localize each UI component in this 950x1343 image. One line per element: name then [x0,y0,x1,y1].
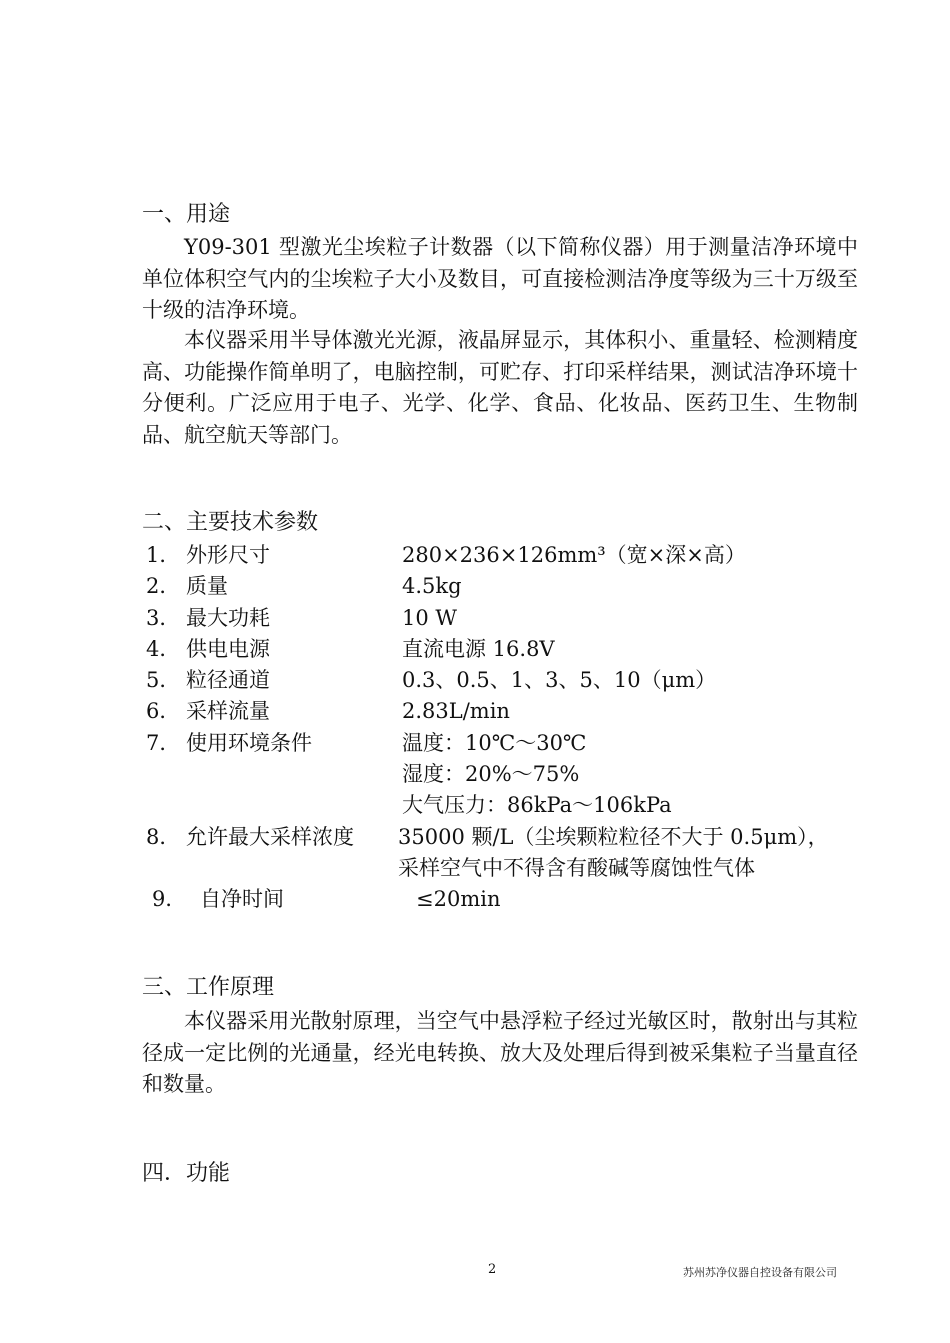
spec-label: 质量 [186,574,228,599]
footer-company: 苏州苏净仪器自控设备有限公司 [683,1266,837,1279]
spec-number: 6． [146,699,181,724]
spec-value: 0.3、0.5、1、3、5、10（μm） [402,668,717,693]
spec-label: 外形尺寸 [186,543,270,567]
spec-row [142,790,858,821]
spec-list [142,540,858,916]
spec-row [142,822,858,853]
page-number: 2 [488,1262,497,1277]
section-heading-functions: 四．功能 [142,1161,231,1186]
spec-row [142,603,858,634]
spec-value: 35000 颗/L（尘埃颗粒粒径不大于 0.5μm）， [398,824,829,849]
spec-value: 280×236×126mm³（宽×深×高） [402,543,746,567]
spec-row [142,759,858,790]
spec-value: ≤20min [416,887,501,912]
spec-value: 大气压力：86kPa～106kPa [402,793,672,818]
spec-row [142,665,858,696]
spec-number: 9． [152,887,187,912]
spec-value: 4.5kg [402,574,462,599]
spec-number: 7． [146,730,181,755]
spec-value: 采样空气中不得含有酸碱等腐蚀性气体 [398,855,755,880]
spec-value: 直流电源 16.8V [402,636,555,661]
spec-row [142,571,858,602]
spec-label: 最大功耗 [186,605,270,630]
spec-label: 供电电源 [186,636,270,661]
paragraph-usage-2: 本仪器采用半导体激光光源，液晶屏显示，其体积小、重量轻、检测精度高、功能操作简单明了，电脑控制，可贮存、打印采样结果，测试洁净环境十分便利。广泛应用于电子、光学、化学、食品、化妆品、医药卫生、生物制品、航空航天等部门。 [142,328,858,447]
spec-value: 10 W [402,605,457,630]
paragraph-usage-1: Y09-301 型激光尘埃粒子计数器（以下简称仪器）用于测量洁净环境中单位体积空气内的尘埃粒子大小及数目，可直接检测洁净度等级为三十万级至十级的洁净环境。 [142,235,858,322]
spec-label: 自净时间 [200,887,284,912]
spec-number: 5． [146,668,181,693]
spec-label: 使用环境条件 [186,730,312,755]
spec-label: 采样流量 [186,699,270,724]
spec-number: 2． [146,574,181,599]
spec-number: 4． [146,636,181,661]
spec-value: 2.83L/min [402,699,510,724]
section-heading-usage: 一、用途 [142,202,231,227]
spec-row [142,728,858,759]
spec-row [142,696,858,727]
section-heading-principle: 三、工作原理 [142,975,275,1000]
spec-row [142,634,858,665]
paragraph-principle: 本仪器采用光散射原理，当空气中悬浮粒子经过光敏区时，散射出与其粒径成一定比例的光通量，经光电转换、放大及处理后得到被采集粒子当量直径和数量。 [142,1009,858,1096]
section-heading-specs: 二、主要技术参数 [142,510,319,535]
spec-label: 粒径通道 [186,668,270,693]
spec-row [142,540,858,571]
spec-number: 1． [146,543,181,567]
spec-number: 3． [146,605,181,630]
spec-row [142,884,858,915]
spec-value: 湿度：20%～75% [402,762,580,787]
spec-value: 温度：10℃～30℃ [402,730,587,755]
spec-label: 允许最大采样浓度 [186,824,354,849]
spec-row [142,853,858,884]
spec-number: 8． [146,824,181,849]
